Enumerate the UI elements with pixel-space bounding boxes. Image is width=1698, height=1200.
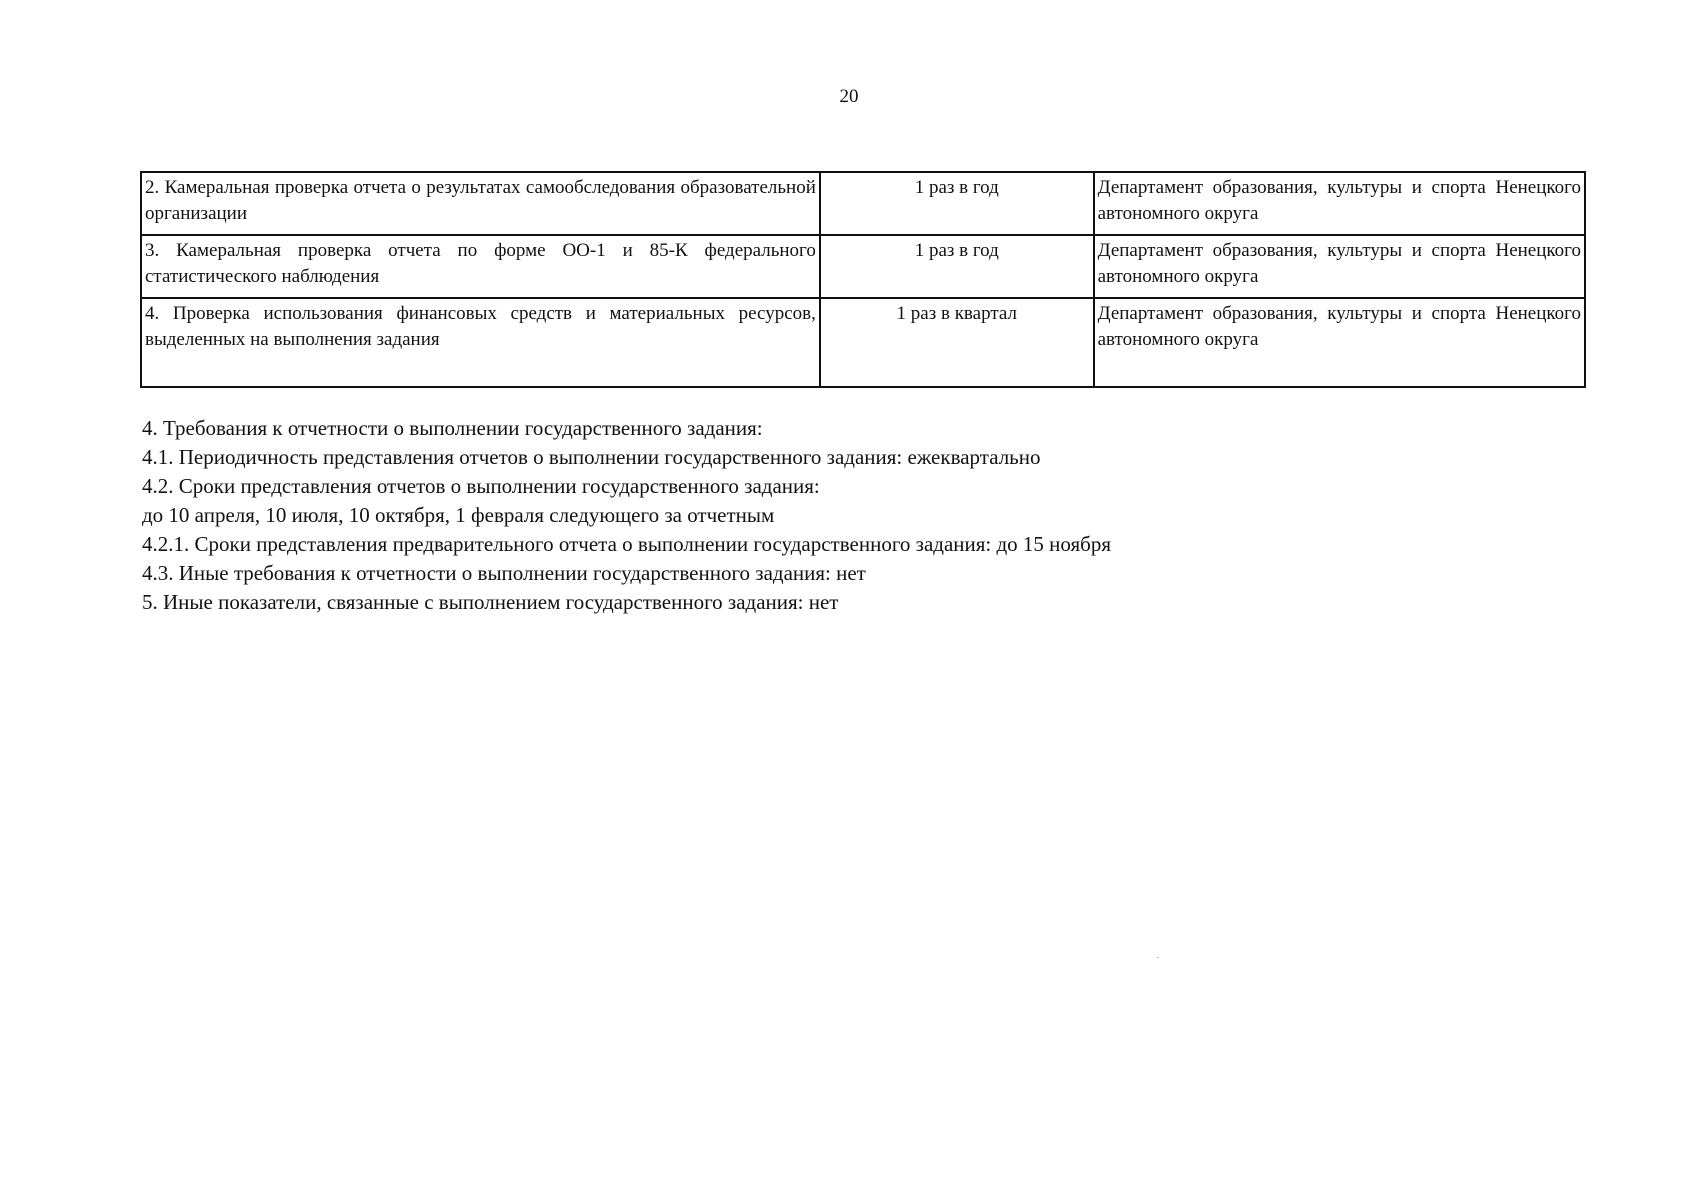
frequency-cell: 1 раз в год: [820, 172, 1094, 235]
reporting-frequency-line: 4.1. Периодичность представления отчетов о выполнении государственного задания: ежеквартально: [142, 445, 1041, 469]
page-number: 20: [839, 86, 859, 107]
reporting-deadlines-dates-line: до 10 апреля, 10 июля, 10 октября, 1 февраля следующего за отчетным: [142, 503, 775, 527]
preliminary-report-deadline-line: 4.2.1. Сроки представления предварительного отчета о выполнении государственного задания: до 15 ноября: [142, 532, 1112, 556]
department-cell: Департамент образования, культуры и спорта Ненецкого автономного округа: [1094, 298, 1585, 387]
frequency-cell: 1 раз в квартал: [820, 298, 1094, 387]
control-event-cell: 2. Камеральная проверка отчета о результатах самообследования образовательной организации: [141, 172, 820, 235]
other-requirements-line: 4.3. Иные требования к отчетности о выполнении государственного задания: нет: [142, 561, 866, 585]
reporting-requirements-section: [142, 414, 1582, 617]
scan-artifact: [1157, 957, 1159, 958]
control-event-cell: 3. Камеральная проверка отчета по форме ОО-1 и 85-К федерального статистического наблюдения: [141, 235, 820, 298]
control-measures-table: [140, 171, 1586, 388]
other-indicators-line: 5. Иные показатели, связанные с выполнением государственного задания: нет: [142, 590, 839, 614]
control-event-cell: 4. Проверка использования финансовых средств и материальных ресурсов, выделенных на выполнения задания: [141, 298, 820, 387]
department-cell: Департамент образования, культуры и спорта Ненецкого автономного округа: [1094, 235, 1585, 298]
table-row: [141, 172, 1585, 235]
table-row: [141, 298, 1585, 387]
reporting-deadlines-line: 4.2. Сроки представления отчетов о выполнении государственного задания:: [142, 474, 820, 498]
table-row: [141, 235, 1585, 298]
frequency-cell: 1 раз в год: [820, 235, 1094, 298]
requirements-heading: 4. Требования к отчетности о выполнении государственного задания:: [142, 416, 763, 440]
department-cell: Департамент образования, культуры и спорта Ненецкого автономного округа: [1094, 172, 1585, 235]
